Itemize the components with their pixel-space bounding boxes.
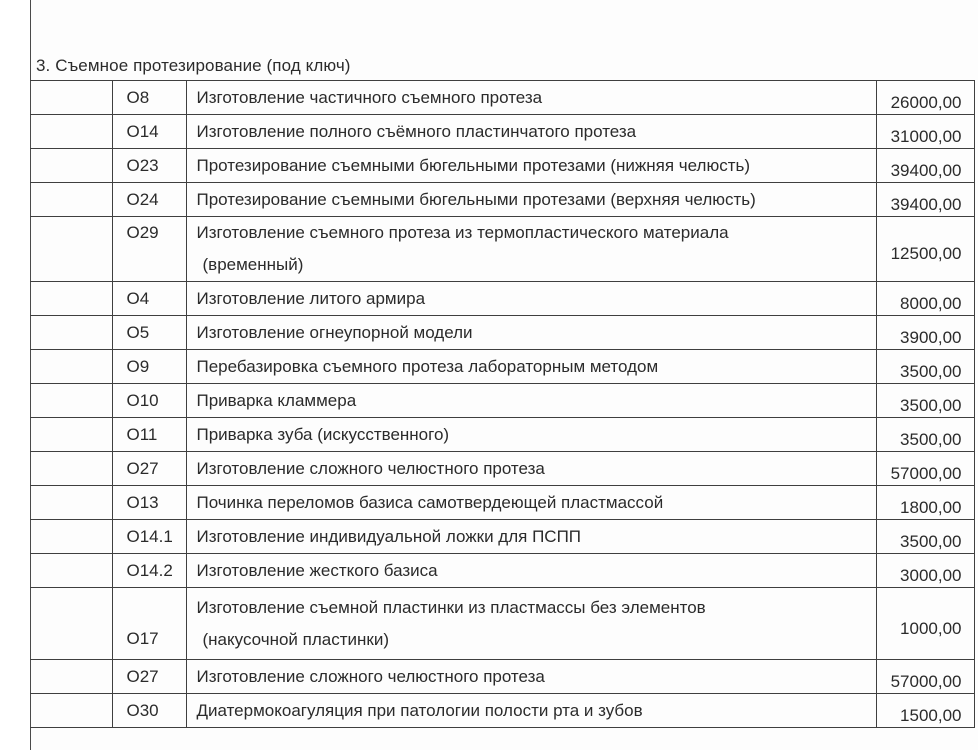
price-table-body <box>30 81 974 728</box>
service-name-line: Изготовление полного съёмного пластинчатого протеза <box>196 121 637 141</box>
service-name-line: Перебазировка съемного протеза лабораторным методом <box>196 356 659 376</box>
service-name <box>186 452 876 486</box>
row-blank-cell <box>30 554 112 588</box>
service-name-line: Изготовление сложного челюстного протеза <box>196 458 545 478</box>
service-name <box>186 554 876 588</box>
service-code: О14.1 <box>112 520 186 554</box>
table-row <box>30 149 974 183</box>
service-name <box>186 520 876 554</box>
service-name-line: Изготовление съемного протеза из термопластического материала <box>196 223 729 242</box>
table-row <box>30 384 974 418</box>
service-code: О17 <box>112 588 186 660</box>
service-code: О13 <box>112 486 186 520</box>
table-row <box>30 183 974 217</box>
service-name <box>186 418 876 452</box>
table-row <box>30 486 974 520</box>
row-blank-cell <box>30 282 112 316</box>
service-price: 12500,00 <box>876 217 974 282</box>
service-price: 3500,00 <box>876 350 974 384</box>
row-blank-cell <box>30 149 112 183</box>
service-price: 39400,00 <box>876 149 974 183</box>
table-row <box>30 554 974 588</box>
service-name <box>186 588 876 660</box>
service-name-line: Изготовление частичного съемного протеза <box>196 87 543 107</box>
table-row <box>30 282 974 316</box>
service-code: О27 <box>112 452 186 486</box>
service-code: О24 <box>112 183 186 217</box>
service-price: 3500,00 <box>876 418 974 452</box>
service-name-line: Протезирование съемными бюгельными протезами (верхняя челюсть) <box>196 189 756 209</box>
service-code: О30 <box>112 694 186 728</box>
row-blank-cell <box>30 520 112 554</box>
row-blank-cell <box>30 660 112 694</box>
table-row <box>30 316 974 350</box>
service-name-line: (временный) <box>202 255 304 274</box>
service-name-line: Изготовление съемной пластинки из пластмассы без элементов <box>196 597 706 617</box>
row-blank-cell <box>30 588 112 660</box>
service-name <box>186 217 876 282</box>
service-price: 3000,00 <box>876 554 974 588</box>
row-blank-cell <box>30 81 112 115</box>
table-row <box>30 350 974 384</box>
table-row <box>30 520 974 554</box>
service-code: О8 <box>112 81 186 115</box>
service-code: О14 <box>112 115 186 149</box>
row-blank-cell <box>30 452 112 486</box>
table-row <box>30 660 974 694</box>
service-code: О10 <box>112 384 186 418</box>
service-code: О29 <box>112 217 186 282</box>
service-name-line: Изготовление литого армира <box>196 288 426 308</box>
service-name <box>186 81 876 115</box>
row-blank-cell <box>30 694 112 728</box>
service-name <box>186 115 876 149</box>
service-name <box>186 350 876 384</box>
service-name-line: Диатермокоагуляция при патологии полости рта и зубов <box>196 700 643 720</box>
table-row <box>30 418 974 452</box>
service-price: 3900,00 <box>876 316 974 350</box>
service-price: 1500,00 <box>876 694 974 728</box>
service-name <box>186 694 876 728</box>
table-row <box>30 694 974 728</box>
table-row <box>30 81 974 115</box>
service-name <box>186 660 876 694</box>
service-name-line: Изготовление сложного челюстного протеза <box>196 666 545 686</box>
table-row <box>30 217 974 282</box>
row-blank-cell <box>30 217 112 282</box>
service-name-line: Изготовление индивидуальной ложки для ПСПП <box>196 526 582 546</box>
service-price: 26000,00 <box>876 81 974 115</box>
service-price: 31000,00 <box>876 115 974 149</box>
service-price: 57000,00 <box>876 452 974 486</box>
service-name-line: Приварка кламмера <box>196 390 357 410</box>
service-code: О4 <box>112 282 186 316</box>
service-name-line: Изготовление огнеупорной модели <box>196 322 473 342</box>
service-code: О11 <box>112 418 186 452</box>
service-code: О9 <box>112 350 186 384</box>
service-price: 57000,00 <box>876 660 974 694</box>
row-blank-cell <box>30 316 112 350</box>
service-name <box>186 384 876 418</box>
price-table <box>30 80 975 728</box>
service-code: О27 <box>112 660 186 694</box>
service-price: 8000,00 <box>876 282 974 316</box>
service-name <box>186 282 876 316</box>
service-name <box>186 183 876 217</box>
table-row <box>30 588 974 660</box>
row-blank-cell <box>30 418 112 452</box>
service-code: О5 <box>112 316 186 350</box>
service-name-line: Изготовление жесткого базиса <box>196 560 438 580</box>
section-title: 3. Съемное протезирование (под ключ) <box>36 56 351 75</box>
service-name-line: Протезирование съемными бюгельными протезами (нижняя челюсть) <box>196 155 750 175</box>
row-blank-cell <box>30 183 112 217</box>
service-name-line: Приварка зуба (искусственного) <box>196 424 450 444</box>
service-name <box>186 316 876 350</box>
service-price: 3500,00 <box>876 384 974 418</box>
table-row <box>30 115 974 149</box>
table-row <box>30 452 974 486</box>
row-blank-cell <box>30 350 112 384</box>
service-code: О14.2 <box>112 554 186 588</box>
service-name <box>186 149 876 183</box>
service-price: 3500,00 <box>876 520 974 554</box>
row-blank-cell <box>30 486 112 520</box>
service-name <box>186 486 876 520</box>
row-blank-cell <box>30 115 112 149</box>
service-price: 1000,00 <box>876 588 974 660</box>
service-price: 1800,00 <box>876 486 974 520</box>
row-blank-cell <box>30 384 112 418</box>
service-name-line: (накусочной пластинки) <box>202 629 389 649</box>
service-price: 39400,00 <box>876 183 974 217</box>
service-name-line: Починка переломов базиса самотвердеющей пластмассой <box>196 492 664 512</box>
service-code: О23 <box>112 149 186 183</box>
